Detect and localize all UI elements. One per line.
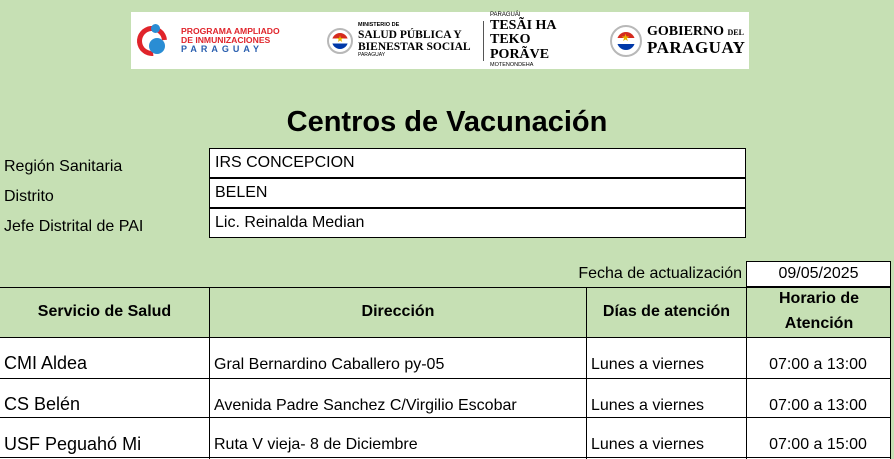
cell-direccion: Avenida Padre Sanchez C/Virgilio Escobar xyxy=(214,397,517,414)
tesai-line3: PORÃVE xyxy=(490,47,550,63)
region-field[interactable]: IRS CONCEPCION xyxy=(209,148,746,178)
header-dias: Días de atención xyxy=(602,302,731,320)
cell-dias: Lunes a viernes xyxy=(591,436,704,453)
header-direccion: Dirección xyxy=(361,302,435,320)
header-horario: Horario de Atención xyxy=(778,290,859,332)
pai-logo-line2: DE INMUNIZACIONES xyxy=(181,34,271,45)
gobierno-logo xyxy=(598,12,745,69)
cell-horario: 07:00 a 13:00 xyxy=(769,356,867,373)
fecha-field[interactable]: 09/05/2025 xyxy=(746,261,891,287)
pai-logo-line3: PARAGUAY xyxy=(181,44,264,55)
ministerio-logo xyxy=(317,12,477,69)
table-border-right xyxy=(890,261,891,459)
cell-direccion: Gral Bernardino Caballero py-05 xyxy=(214,356,445,373)
row-divider xyxy=(0,417,891,418)
national-seal-icon xyxy=(610,25,642,57)
cell-dias: Lunes a viernes xyxy=(591,356,704,373)
page-title: Centros de Vacunación xyxy=(286,106,608,138)
header-servicio: Servicio de Salud xyxy=(37,302,172,320)
ministerio-line4: PARAGUAY xyxy=(358,51,386,58)
tesai-line4: MOTENONDEHA xyxy=(490,61,534,68)
pai-emblem-icon xyxy=(137,24,175,58)
logo-divider xyxy=(483,21,484,61)
distrito-label: Distrito xyxy=(4,188,54,205)
logo-banner xyxy=(131,12,749,69)
gobierno-line1: GOBIERNO DEL xyxy=(647,24,744,39)
tesai-logo xyxy=(490,12,598,69)
ministerio-line2: SALUD PÚBLICA Y xyxy=(358,28,462,41)
row-divider xyxy=(0,457,891,458)
pai-logo xyxy=(131,12,317,69)
column-divider xyxy=(209,287,210,459)
cell-horario: 07:00 a 15:00 xyxy=(769,436,867,453)
region-label: Región Sanitaria xyxy=(4,158,123,175)
ministerio-line3: BIENESTAR SOCIAL xyxy=(358,40,471,53)
cell-horario: 07:00 a 13:00 xyxy=(769,397,867,414)
cell-servicio: CS Belén xyxy=(4,394,81,414)
column-divider xyxy=(746,287,747,459)
tesai-line1: PARAGUÁI xyxy=(490,12,521,19)
jefe-label: Jefe Distrital de PAI xyxy=(4,218,144,235)
table-border-header xyxy=(0,337,891,338)
cell-dias: Lunes a viernes xyxy=(591,397,704,414)
gobierno-line2: PARAGUAY xyxy=(647,38,746,57)
jefe-field[interactable]: Lic. Reinalda Median xyxy=(209,208,746,238)
tesai-line2: TESÃI HA TEKO xyxy=(490,17,556,48)
cell-servicio: USF Peguahó Mi xyxy=(4,434,142,454)
cell-direccion: Ruta V vieja- 8 de Diciembre xyxy=(214,436,418,453)
table-border-top xyxy=(0,287,891,288)
distrito-field[interactable]: BELEN xyxy=(209,178,746,208)
column-divider xyxy=(586,287,587,459)
cell-servicio: CMI Aldea xyxy=(4,353,88,373)
row-divider xyxy=(0,378,891,379)
pai-logo-line1: PROGRAMA AMPLIADO xyxy=(181,25,280,36)
fecha-label: Fecha de actualización xyxy=(578,265,742,282)
national-seal-icon xyxy=(327,28,353,54)
ministerio-line1: MINISTERIO DE xyxy=(358,21,400,28)
